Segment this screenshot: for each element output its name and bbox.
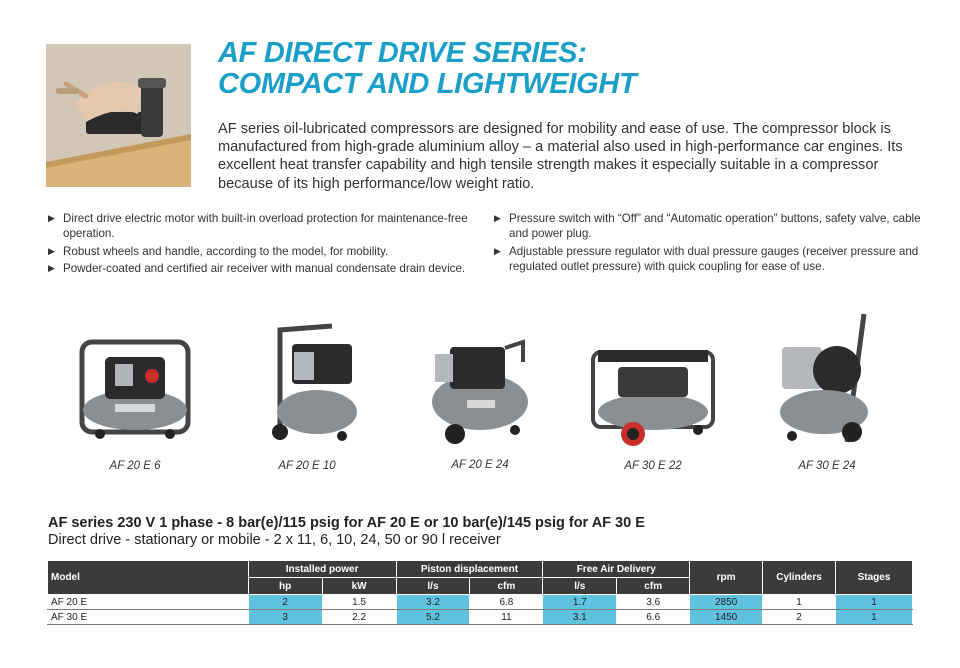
header-model: Model (48, 561, 249, 595)
product-image-af30e22 (578, 312, 728, 452)
cell-piston-cfm: 6.8 (470, 595, 543, 610)
page-title (218, 38, 636, 100)
unit-header: l/s (543, 578, 617, 595)
table-row (48, 610, 913, 625)
unit-header: l/s (396, 578, 470, 595)
feature-item (494, 244, 924, 274)
cell-model: AF 30 E (48, 610, 249, 625)
cell-stages: 1 (836, 610, 913, 625)
product-caption: AF 20 E 6 (109, 460, 161, 472)
cell-rpm: 2850 (690, 595, 763, 610)
product-image-af20e24 (405, 312, 555, 452)
feature-text: Powder-coated and certified air receiver with manual condensate drain device. (63, 262, 466, 275)
product-caption: AF 30 E 24 (798, 460, 856, 472)
cell-cylinders: 2 (763, 610, 836, 625)
feature-list-right (494, 211, 924, 276)
cell-kw: 1.5 (322, 595, 396, 610)
header-free-air-delivery: Free Air Delivery (543, 561, 690, 578)
nail-gun-photo (46, 44, 191, 187)
spec-table (47, 560, 913, 625)
triangle-right-icon: ▶ (494, 213, 501, 223)
compressor-icon (578, 312, 728, 452)
product-caption: AF 20 E 10 (278, 460, 336, 472)
cell-piston-ls: 5.2 (396, 610, 470, 625)
feature-item (48, 261, 478, 276)
cell-kw: 2.2 (322, 610, 396, 625)
cell-fad-cfm: 3.6 (617, 595, 690, 610)
header-installed-power: Installed power (248, 561, 396, 578)
feature-text: Pressure switch with “Off” and “Automatic operation” buttons, safety valve, cable and power plug. (509, 212, 921, 240)
cell-piston-cfm: 11 (470, 610, 543, 625)
triangle-right-icon: ▶ (494, 245, 501, 256)
feature-item (48, 211, 478, 241)
product-image-af30e24 (752, 312, 902, 452)
feature-list-left (48, 211, 478, 279)
feature-item (48, 244, 478, 259)
feature-text: Direct drive electric motor with built-in overload protection for maintenance-free operation. (63, 212, 468, 240)
feature-text: Adjustable pressure regulator with dual pressure gauges (receiver pressure and regulated outlet pressure) with quick coupling for ease of use. (509, 244, 919, 273)
feature-text: Robust wheels and handle, according to the model, for mobility. (63, 244, 389, 258)
spec-table-title: AF series 230 V 1 phase - 8 bar(e)/115 psig for AF 20 E or 10 bar(e)/145 psig for AF 30 E (48, 515, 645, 531)
header-rpm: rpm (690, 561, 763, 595)
header-stages: Stages (836, 561, 913, 595)
cell-stages: 1 (836, 595, 913, 610)
cell-fad-ls: 1.7 (543, 595, 617, 610)
header-cylinders: Cylinders (763, 561, 836, 595)
product-image-af20e6 (60, 312, 210, 452)
feature-item (494, 211, 924, 241)
unit-header: kW (322, 578, 396, 595)
triangle-right-icon: ▶ (48, 263, 55, 273)
header-piston-displacement: Piston displacement (396, 561, 543, 578)
cell-fad-cfm: 6.6 (617, 610, 690, 625)
cell-rpm: 1450 (690, 610, 763, 625)
title-line-1: AF DIRECT DRIVE SERIES: (218, 37, 587, 69)
cell-hp: 3 (248, 610, 322, 625)
unit-header: hp (248, 578, 322, 595)
triangle-right-icon: ▶ (48, 213, 55, 223)
triangle-right-icon: ▶ (48, 245, 55, 256)
title-line-2: COMPACT AND LIGHTWEIGHT (218, 68, 637, 100)
cell-model: AF 20 E (48, 595, 249, 610)
nail-gun-image (46, 44, 191, 187)
product-caption: AF 30 E 22 (624, 460, 682, 472)
compressor-icon (752, 312, 902, 452)
spec-table-subtitle: Direct drive - stationary or mobile - 2 x 11, 6, 10, 24, 50 or 90 l receiver (48, 532, 501, 548)
unit-header: cfm (470, 578, 543, 595)
cell-fad-ls: 3.1 (543, 610, 617, 625)
compressor-icon (60, 312, 210, 452)
compressor-icon (232, 312, 382, 452)
cell-cylinders: 1 (763, 595, 836, 610)
intro-paragraph: AF series oil-lubricated compressors are designed for mobility and ease of use. The compressor block is manufactured from high-grade aluminium alloy – a material also used in high-performance car engines. Its excellent heat transfer capability and high tensile strength makes it especially suitable in a compressor because of its high performance/low weight ratio. (218, 121, 903, 192)
cell-hp: 2 (248, 595, 322, 610)
unit-header: cfm (617, 578, 690, 595)
product-image-af20e10 (232, 312, 382, 452)
compressor-icon (405, 312, 555, 452)
product-caption: AF 20 E 24 (451, 459, 509, 471)
cell-piston-ls: 3.2 (396, 595, 470, 610)
table-row (48, 595, 913, 610)
